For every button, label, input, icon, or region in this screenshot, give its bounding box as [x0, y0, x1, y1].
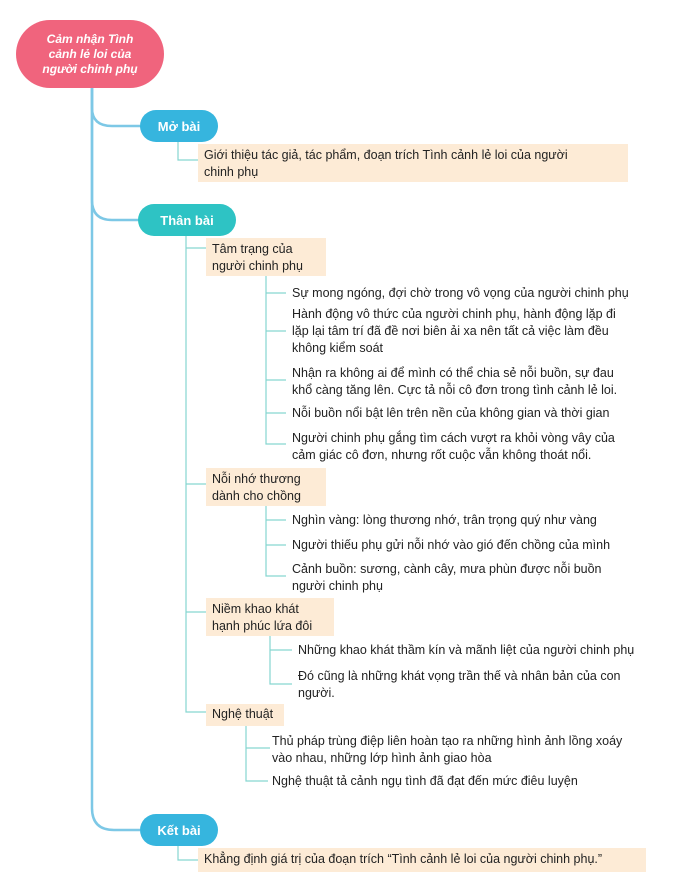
group-noi-nho-title-2: dành cho chồng [212, 489, 301, 503]
section-mo-bai-label: Mở bài [157, 118, 201, 134]
list-item [272, 773, 578, 790]
list-item [298, 642, 634, 659]
list-item-line: Cảnh buồn: sương, cành cây, mưa phùn được nỗi buồn [292, 562, 602, 576]
mo-bai-line-1: Giới thiệu tác giả, tác phẩm, đoạn trích Tình cảnh lẻ loi của người [204, 148, 568, 162]
root-title-line-2: cảnh lẻ loi của [48, 46, 132, 61]
group-tam-trang-title-2: người chinh phụ [212, 259, 303, 273]
group-noi-nho-title-1: Nỗi nhớ thương [212, 472, 301, 486]
list-item [292, 405, 609, 422]
root-title-line-3: người chinh phụ [42, 61, 138, 76]
list-item [292, 306, 616, 357]
section-ket-bai-label: Kết bài [157, 822, 201, 838]
section-ket-bai[interactable] [140, 814, 218, 846]
list-item-line: Người thiếu phụ gửi nỗi nhớ vào gió đến chồng của mình [292, 538, 611, 552]
list-item [292, 365, 617, 399]
list-item-line: vào nhau, những lớp hình ảnh giao hòa [272, 751, 492, 765]
list-item-line: khổ càng tăng lên. Cực tả nỗi cô đơn trong tình cảnh lẻ loi. [292, 383, 618, 397]
list-item [298, 668, 621, 702]
list-item [292, 537, 610, 554]
group-niem-khao-khat-title-2: hạnh phúc lứa đôi [212, 619, 313, 633]
group-noi-nho[interactable] [206, 468, 326, 506]
section-mo-bai[interactable] [140, 110, 218, 142]
list-item-line: cảm giác cô đơn, nhưng rốt cuộc vẫn không thoát nổi. [292, 448, 592, 462]
list-item-line: không kiểm soát [292, 341, 384, 355]
root-connectors [92, 88, 140, 830]
mo-bai-line-2: chinh phụ [204, 165, 259, 179]
list-item-line: người chinh phụ [292, 579, 383, 593]
list-item-line: Nghìn vàng: lòng thương nhớ, trân trọng quý như vàng [292, 513, 597, 527]
list-item-line: Nhận ra không ai để mình có thể chia sẻ nỗi buồn, sự đau [292, 366, 614, 380]
list-item-line: Nỗi buồn nổi bật lên trên nền của không gian và thời gian [292, 406, 610, 420]
list-item-line: Hành động vô thức của người chinh phụ, hành động lặp đi [292, 307, 616, 321]
group-nghe-thuat-title-1: Nghệ thuật [212, 707, 274, 721]
list-item-line: Những khao khát thầm kín và mãnh liệt của người chinh phụ [298, 643, 635, 657]
group-niem-khao-khat[interactable] [206, 598, 334, 636]
group-tam-trang[interactable] [206, 238, 326, 276]
list-item-line: Người chinh phụ gắng tìm cách vượt ra khỏi vòng vây của [292, 431, 615, 445]
mo-bai-content [198, 144, 628, 182]
list-item-line: Sự mong ngóng, đợi chờ trong vô vọng của người chinh phụ [292, 286, 629, 300]
list-item-line: người. [298, 686, 335, 700]
list-item [292, 561, 602, 595]
list-item [292, 430, 615, 464]
root-node[interactable] [16, 20, 164, 88]
group-niem-khao-khat-title-1: Niềm khao khát [212, 602, 299, 616]
list-item [272, 733, 622, 767]
group-tam-trang-title-1: Tâm trạng của [212, 242, 293, 256]
section-than-bai-label: Thân bài [160, 212, 214, 228]
list-item [292, 512, 597, 529]
group-nghe-thuat[interactable] [206, 704, 284, 726]
list-item-line: lặp lại tâm trí đã đề nơi biên ải xa nên tất cả việc làm đều [292, 324, 609, 338]
list-item-line: Nghệ thuật tả cảnh ngụ tình đã đạt đến mức điêu luyện [272, 774, 578, 788]
section-than-bai[interactable] [138, 204, 236, 236]
list-item [292, 285, 629, 302]
root-title-line-1: Cảm nhận Tình [46, 31, 134, 46]
ket-bai-content [198, 848, 646, 872]
ket-bai-line-1: Khẳng định giá trị của đoạn trích “Tình cảnh lẻ loi của người chinh phụ.” [204, 852, 603, 866]
list-item-line: Thủ pháp trùng điệp liên hoàn tạo ra những hình ảnh lồng xoáy [272, 734, 623, 748]
list-item-line: Đó cũng là những khát vọng trần thế và nhân bản của con [298, 669, 621, 683]
